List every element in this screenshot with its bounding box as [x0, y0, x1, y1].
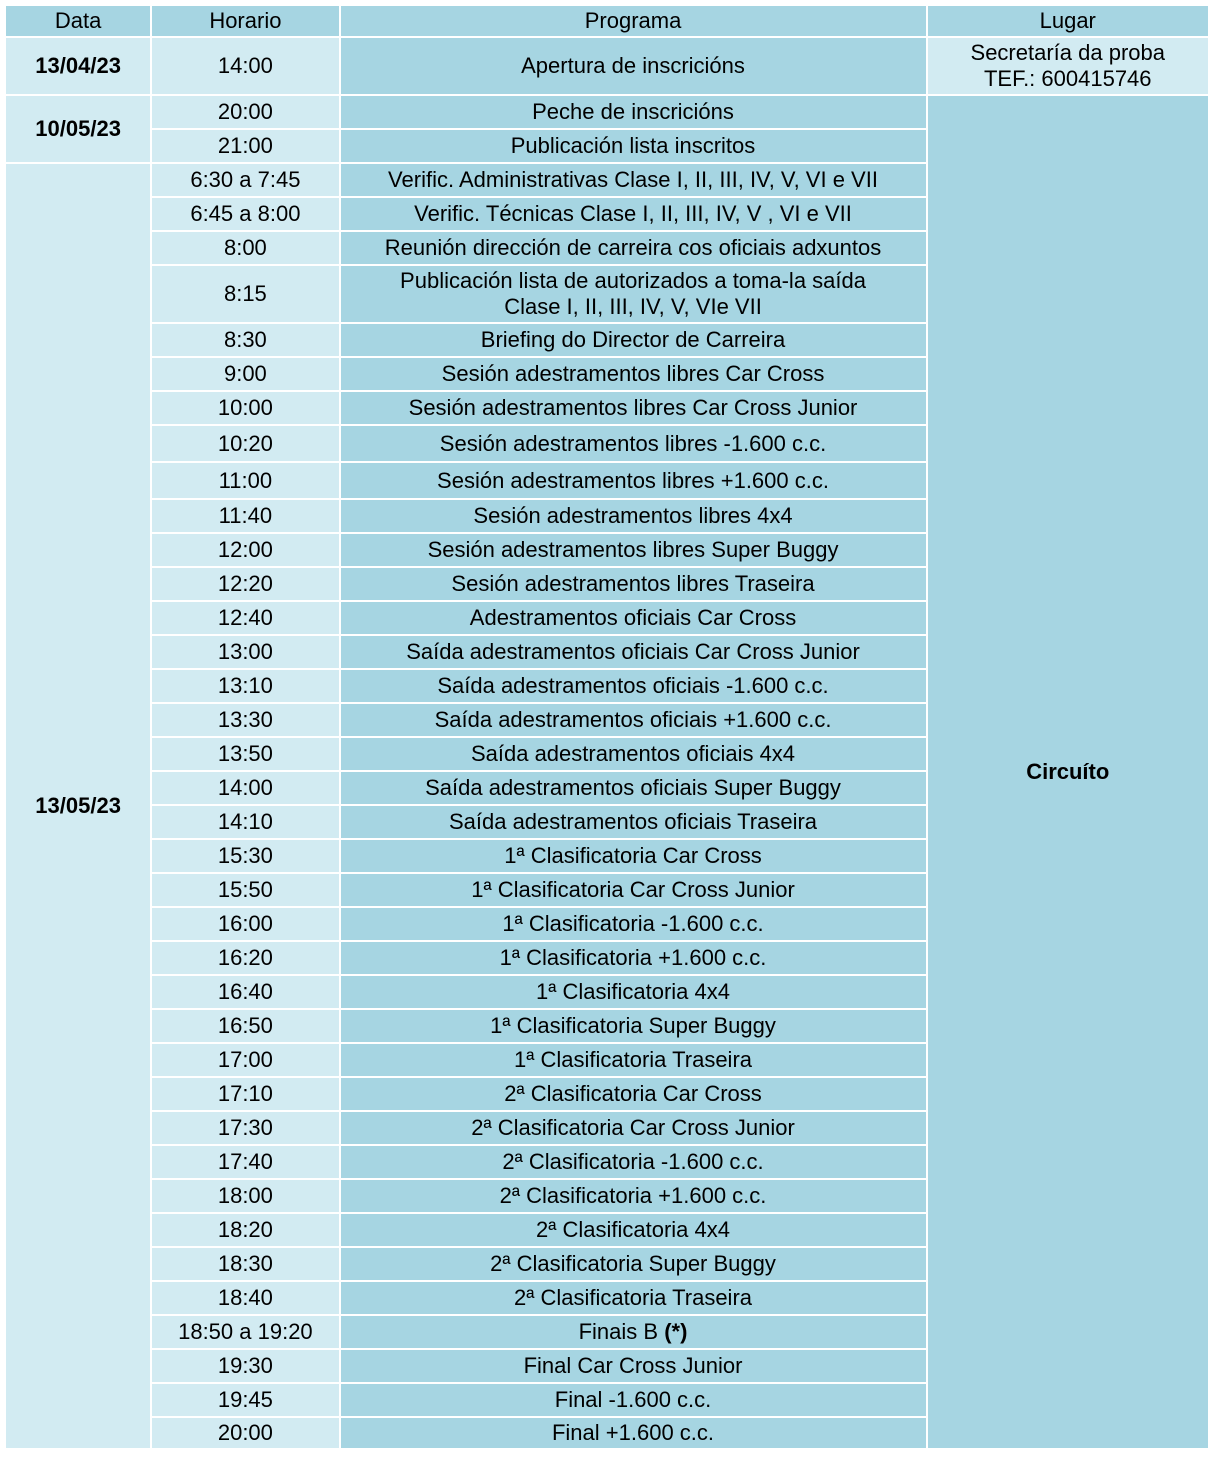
time-cell: 18:50 a 19:20 [152, 1316, 338, 1348]
time-cell: 16:00 [152, 908, 338, 940]
date-cell: 13/04/23 [6, 38, 150, 94]
time-cell: 21:00 [152, 130, 338, 162]
program-cell: Briefing do Director de Carreira [341, 324, 926, 356]
time-cell: 11:00 [152, 463, 338, 498]
program-cell: Publicación lista inscritos [341, 130, 926, 162]
time-cell: 15:50 [152, 874, 338, 906]
time-cell: 14:00 [152, 38, 338, 94]
time-cell: 14:10 [152, 806, 338, 838]
time-cell: 15:30 [152, 840, 338, 872]
time-cell: 17:10 [152, 1078, 338, 1110]
program-cell: Final +1.600 c.c. [341, 1418, 926, 1448]
program-cell: Reunión dirección de carreira cos oficiais adxuntos [341, 232, 926, 264]
header-row [6, 6, 1208, 36]
time-cell: 13:10 [152, 670, 338, 702]
program-cell: 1ª Clasificatoria Car Cross [341, 840, 926, 872]
program-cell: Sesión adestramentos libres 4x4 [341, 500, 926, 532]
program-line1: Publicación lista de autorizados a toma-la saída [400, 268, 866, 293]
program-cell: Verific. Técnicas Clase I, II, III, IV, V , VI e VII [341, 198, 926, 230]
program-cell: 2ª Clasificatoria Car Cross [341, 1078, 926, 1110]
program-cell: Saída adestramentos oficiais Super Buggy [341, 772, 926, 804]
table-row [6, 38, 1208, 94]
time-cell: 18:00 [152, 1180, 338, 1212]
time-cell: 16:50 [152, 1010, 338, 1042]
program-cell: Final -1.600 c.c. [341, 1384, 926, 1416]
time-cell: 13:50 [152, 738, 338, 770]
place-cell-circuito [928, 96, 1209, 1448]
program-cell: Sesión adestramentos libres Super Buggy [341, 534, 926, 566]
time-cell: 19:45 [152, 1384, 338, 1416]
time-cell: 12:40 [152, 602, 338, 634]
time-cell: 17:40 [152, 1146, 338, 1178]
time-cell: 20:00 [152, 1418, 338, 1448]
program-cell: Sesión adestramentos libres Car Cross Junior [341, 392, 926, 424]
time-cell: 8:00 [152, 232, 338, 264]
time-cell: 16:20 [152, 942, 338, 974]
program-cell: 2ª Clasificatoria Super Buggy [341, 1248, 926, 1280]
program-cell: Saída adestramentos oficiais -1.600 c.c. [341, 670, 926, 702]
program-cell: 1ª Clasificatoria 4x4 [341, 976, 926, 1008]
program-cell: 1ª Clasificatoria Traseira [341, 1044, 926, 1076]
program-cell: 1ª Clasificatoria Car Cross Junior [341, 874, 926, 906]
time-cell: 17:00 [152, 1044, 338, 1076]
program-cell: Verific. Administrativas Clase I, II, III, IV, V, VI e VII [341, 164, 926, 196]
time-cell: 8:30 [152, 324, 338, 356]
time-cell: 17:30 [152, 1112, 338, 1144]
footnote-marker: (*) [664, 1319, 688, 1344]
time-cell: 10:00 [152, 392, 338, 424]
program-cell [341, 1316, 926, 1348]
program-cell: Sesión adestramentos libres Car Cross [341, 358, 926, 390]
program-cell: 1ª Clasificatoria Super Buggy [341, 1010, 926, 1042]
time-cell: 12:00 [152, 534, 338, 566]
program-cell: Apertura de inscricións [341, 38, 926, 94]
time-cell: 11:40 [152, 500, 338, 532]
program-cell: Saída adestramentos oficiais Traseira [341, 806, 926, 838]
time-cell: 18:30 [152, 1248, 338, 1280]
program-line2: Clase I, II, III, IV, V, VIe VII [504, 294, 762, 319]
program-cell: 2ª Clasificatoria -1.600 c.c. [341, 1146, 926, 1178]
time-cell: 9:00 [152, 358, 338, 390]
time-cell: 12:20 [152, 568, 338, 600]
program-cell: 1ª Clasificatoria +1.600 c.c. [341, 942, 926, 974]
time-cell: 19:30 [152, 1350, 338, 1382]
program-cell: 2ª Clasificatoria Traseira [341, 1282, 926, 1314]
time-cell: 18:20 [152, 1214, 338, 1246]
program-cell: Saída adestramentos oficiais +1.600 c.c. [341, 704, 926, 736]
program-cell: Peche de inscricións [341, 96, 926, 128]
program-cell: Saída adestramentos oficiais Car Cross Junior [341, 636, 926, 668]
program-cell: Sesión adestramentos libres +1.600 c.c. [341, 463, 926, 498]
header-lugar: Lugar [928, 6, 1209, 36]
header-data: Data [6, 6, 150, 36]
program-cell: Sesión adestramentos libres Traseira [341, 568, 926, 600]
time-cell: 6:45 a 8:00 [152, 198, 338, 230]
program-cell [341, 266, 926, 322]
header-programa: Programa [341, 6, 926, 36]
time-cell: 18:40 [152, 1282, 338, 1314]
place-circuito-label: Circuíto [1026, 759, 1110, 784]
time-cell: 10:20 [152, 426, 338, 461]
table-row [6, 96, 1208, 128]
program-cell: 2ª Clasificatoria Car Cross Junior [341, 1112, 926, 1144]
program-cell: 1ª Clasificatoria -1.600 c.c. [341, 908, 926, 940]
date-cell: 10/05/23 [6, 96, 150, 162]
time-cell: 13:00 [152, 636, 338, 668]
program-cell: Saída adestramentos oficiais 4x4 [341, 738, 926, 770]
program-text: Finais B [578, 1319, 665, 1344]
time-cell: 14:00 [152, 772, 338, 804]
program-cell: Adestramentos oficiais Car Cross [341, 602, 926, 634]
program-cell: Sesión adestramentos libres -1.600 c.c. [341, 426, 926, 461]
place-secretaria-line1: Secretaría da proba [970, 40, 1165, 65]
program-cell: 2ª Clasificatoria +1.600 c.c. [341, 1180, 926, 1212]
time-cell: 13:30 [152, 704, 338, 736]
time-cell: 8:15 [152, 266, 338, 322]
program-cell: Final Car Cross Junior [341, 1350, 926, 1382]
place-cell-secretaria [928, 38, 1209, 94]
header-horario: Horario [152, 6, 338, 36]
place-secretaria-line2: TEF.: 600415746 [983, 66, 1152, 91]
program-cell: 2ª Clasificatoria 4x4 [341, 1214, 926, 1246]
time-cell: 16:40 [152, 976, 338, 1008]
date-cell: 13/05/23 [6, 164, 150, 1448]
time-cell: 6:30 a 7:45 [152, 164, 338, 196]
schedule-table [4, 4, 1210, 1450]
time-cell: 20:00 [152, 96, 338, 128]
